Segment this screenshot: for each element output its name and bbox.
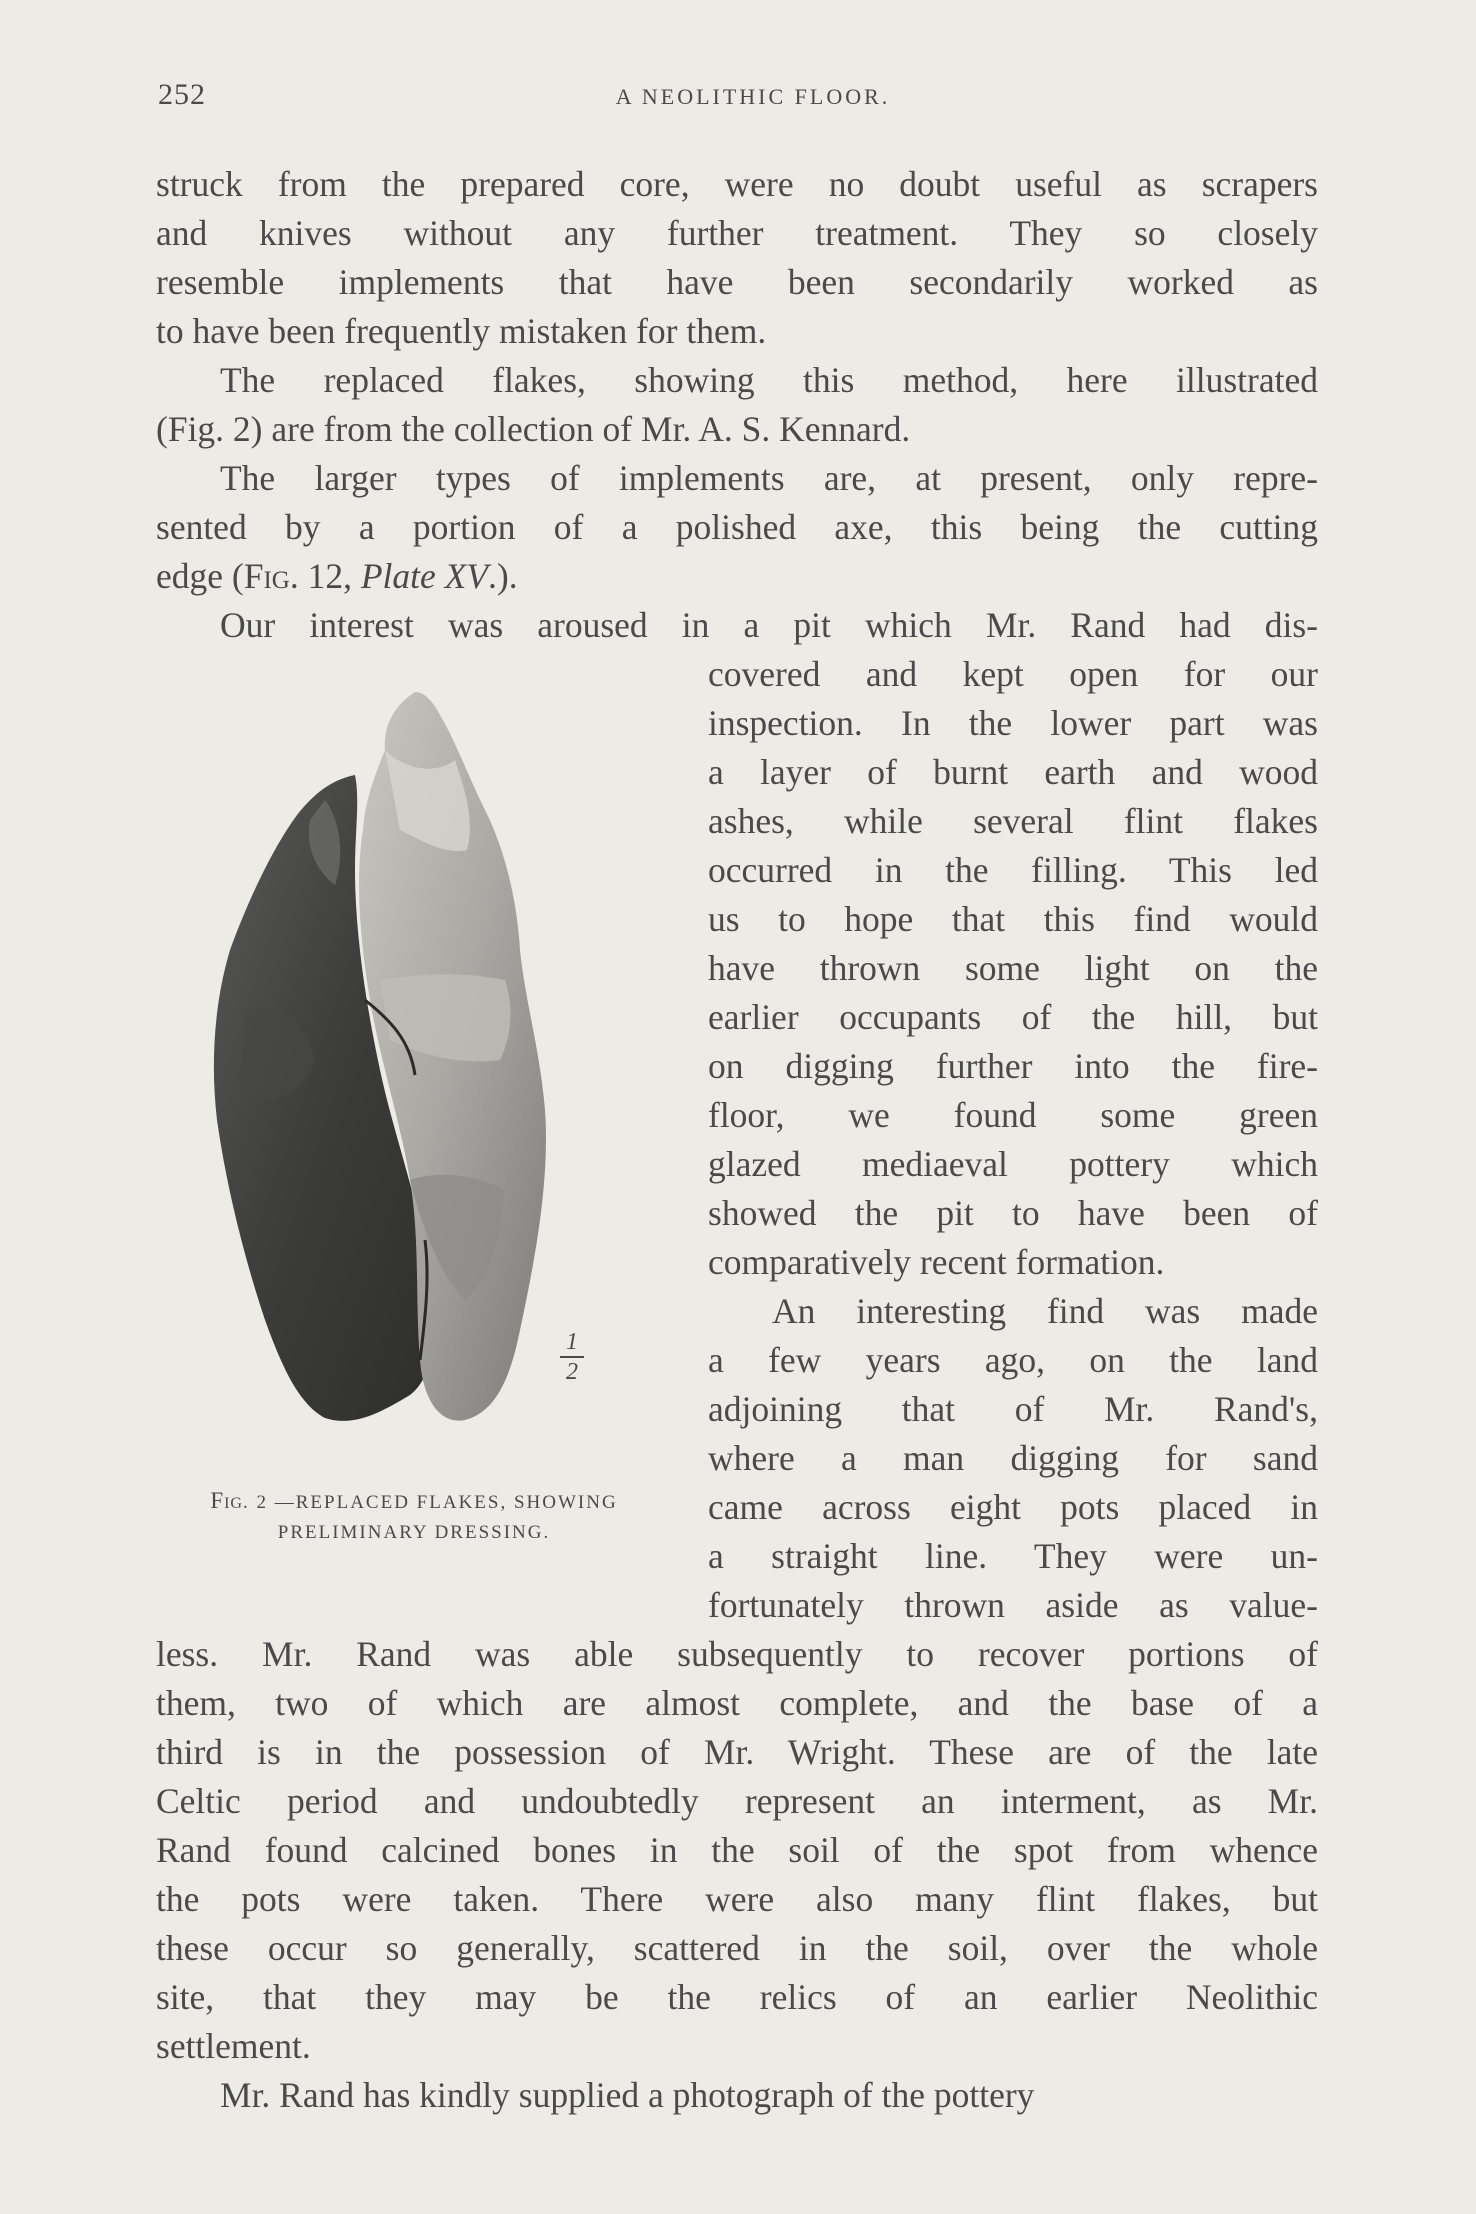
text-line: The replaced flakes, showing this method, here illustrated [220,360,1318,400]
text-line: us to hope that this find would [708,899,1318,939]
text-line: glazed mediaeval pottery which [708,1144,1318,1184]
text-line: settlement. [156,2026,311,2066]
text-line: these occur so generally, scattered in the soil, over the whole [156,1928,1318,1968]
running-title: A NEOLITHIC FLOOR. [615,84,891,109]
text-line: the pots were taken. There were also many flint flakes, but [156,1879,1318,1919]
fraction-bar [560,1356,584,1358]
page-number: 252 [158,78,206,111]
text-line: and knives without any further treatment. They so closely [156,213,1318,253]
text-line: a straight line. They were un- [708,1536,1318,1576]
text-line: occurred in the filling. This led [708,850,1318,890]
fig-reference: Fig [243,556,290,596]
text-line: on digging further into the fire- [708,1046,1318,1086]
scale-denominator: 2 [566,1359,578,1385]
text-line: to have been frequently mistaken for them. [156,311,767,351]
text-span: . 12, [289,556,361,596]
caption-text: REPLACED FLAKES, SHOWING PRELIMINARY DRESSING. [277,1492,618,1543]
text-line: came across eight pots placed in [708,1487,1318,1527]
text-line: covered and kept open for our [708,654,1318,694]
text-span: .). [488,556,518,596]
caption-number: . 2 — [243,1492,296,1513]
text-span: edge ( [156,556,244,596]
text-line: The larger types of implements are, at present, only repre- [220,458,1318,498]
text-line: resemble implements that have been secondarily worked as [156,262,1318,302]
text-line: (Fig. 2) are from the collection of Mr. A. S. Kennard. [156,409,911,449]
text-line: them, two of which are almost complete, and the base of a [156,1683,1318,1723]
text-line: a layer of burnt earth and wood [708,752,1318,792]
text-line [156,552,1318,601]
text-line: floor, we found some green [708,1095,1318,1135]
text-line: An interesting find was made [772,1291,1318,1331]
text-line: a few years ago, on the land [708,1340,1318,1380]
text-line: comparatively recent formation. [708,1242,1165,1282]
text-line: Our interest was aroused in a pit which Mr. Rand had dis- [220,605,1318,645]
text-line: showed the pit to have been of [708,1193,1318,1233]
text-line: inspection. In the lower part was [708,703,1318,743]
text-line: struck from the prepared core, were no doubt useful as scrapers [156,164,1318,204]
text-line: site, that they may be the relics of an earlier Neolithic [156,1977,1318,2017]
text-line: where a man digging for sand [708,1438,1318,1478]
scale-fraction [560,1330,584,1384]
scale-numerator: 1 [566,1329,578,1355]
caption-label: Fig [210,1488,243,1513]
text-line: Celtic period and undoubtedly represent an interment, as Mr. [156,1781,1318,1821]
text-line: sented by a portion of a polished axe, this being the cutting [156,507,1318,547]
text-line: Rand found calcined bones in the soil of the spot from whence [156,1830,1318,1870]
text-line: ashes, while several flint flakes [708,801,1318,841]
plate-reference: Plate XV [360,556,489,596]
text-line: Mr. Rand has kindly supplied a photograph of the pottery [220,2075,1035,2115]
text-line: adjoining that of Mr. Rand's, [708,1389,1318,1429]
text-line: less. Mr. Rand was able subsequently to recover portions of [156,1634,1318,1674]
text-line: earlier occupants of the hill, but [708,997,1318,1037]
text-line: third is in the possession of Mr. Wright. These are of the late [156,1732,1318,1772]
text-line: fortunately thrown aside as value- [708,1585,1318,1625]
figure-caption [196,1486,632,1548]
text-line: have thrown some light on the [708,948,1318,988]
